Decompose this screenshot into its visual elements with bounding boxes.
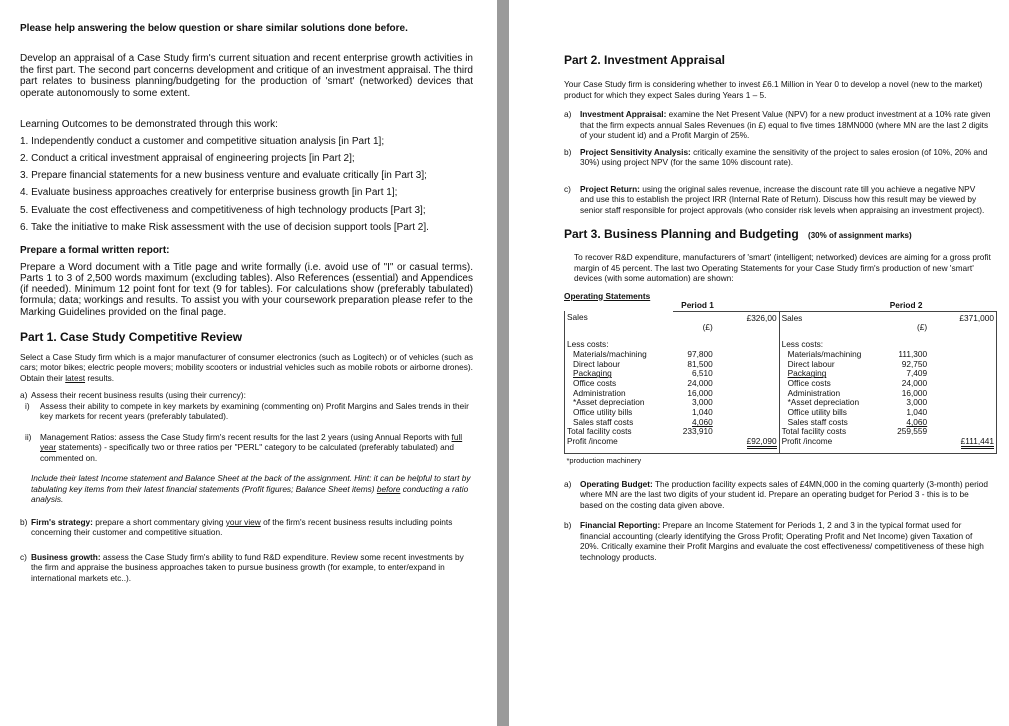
- profit-label: Profit /income: [781, 436, 833, 447]
- learning-outcome: 6. Take the initiative to make Risk assessment with the use of decision support tools [Part 2].: [20, 221, 429, 233]
- table-cell: [929, 360, 996, 370]
- cost-label: Office costs: [787, 377, 831, 388]
- item-label: a): [564, 109, 572, 119]
- cost-p2: 7,409: [906, 368, 928, 379]
- table-cell: [673, 437, 715, 453]
- part3-marks-note: (30% of assignment marks): [808, 231, 912, 240]
- cost-p2: 111,300: [898, 348, 928, 359]
- cost-label: Administration: [787, 387, 841, 398]
- cost-p2: 3,000: [906, 397, 928, 408]
- period2-header: Period 2: [888, 301, 997, 311]
- part1-item-a-ii: [20, 432, 473, 464]
- item-title: Project Sensitivity Analysis:: [580, 146, 691, 157]
- latest-link-text: latest: [65, 372, 86, 383]
- part3-title-text: Part 3. Business Planning and Budgeting: [564, 227, 799, 241]
- period1-header: Period 1: [673, 301, 779, 311]
- total-costs-label: Total facility costs: [781, 426, 847, 437]
- your-view-text: your view: [225, 516, 261, 527]
- item-text: Assess their recent business results (using their currency):: [31, 390, 246, 401]
- item-text: assess the Case Study firm's ability to fund R&D expenditure. Review some recent investments by the firm and appraise the business approaches taken to pursue business growth (for example, to enter/expand in international markets etc..).: [31, 551, 464, 583]
- part1-item-a: [20, 390, 473, 505]
- right-page: [509, 0, 1009, 726]
- item-title: Investment Appraisal:: [580, 109, 667, 119]
- total-costs-label: Total facility costs: [565, 427, 674, 437]
- table-cell: [929, 418, 996, 428]
- operating-statements-title: Operating Statements: [564, 290, 651, 301]
- profit-p1: [715, 437, 779, 453]
- part2-item-b: [564, 147, 991, 168]
- table-cell: [888, 437, 929, 453]
- table-cell: [715, 323, 779, 333]
- left-page: [0, 0, 497, 726]
- cost-label: Packaging: [565, 369, 674, 379]
- hint-text-end: conducting a ratio analysis.: [31, 483, 469, 505]
- currency-p1: (£): [702, 322, 713, 333]
- cost-p1: 3,000: [691, 397, 713, 408]
- learning-outcome: 5. Evaluate the cost effectiveness and competitiveness of high technology products [Part 3];: [20, 204, 426, 216]
- part3-title: [564, 227, 991, 241]
- less-costs-label: Less costs:: [781, 339, 824, 350]
- cost-label: Direct labour: [565, 360, 674, 370]
- cost-p1: 97,800: [687, 348, 713, 359]
- item-text: prepare a short commentary giving: [92, 516, 226, 527]
- table-cell: [929, 369, 996, 379]
- part1-intro-text: Select a Case Study firm which is a major manufacturer of consumer electronics (such as Logitech) or of vehicles (such as cars; motor bikes; electric people movers; mobility scooters or industrial vehicles such as mobile robots or airborne drones). Obtain their: [20, 351, 473, 383]
- table-row: [565, 369, 997, 379]
- cost-p1: 1,040: [691, 407, 713, 418]
- part2-item-a: [564, 109, 991, 141]
- part1-item-c: [20, 552, 473, 584]
- operating-statements-table: [564, 301, 997, 466]
- total-costs-p1: 233,910: [682, 426, 713, 437]
- item-label: a): [20, 390, 28, 401]
- item-title: Firm's strategy:: [31, 516, 93, 527]
- learning-outcome: 4. Evaluate business approaches creatively for enterprise business growth [in Part 1];: [20, 187, 398, 199]
- learning-outcomes-list: [20, 136, 473, 234]
- item-text: The production facility expects sales of £4MN,000 in the coming quarterly (3-month) period where MN are the last two digits of your student id. Prepare an operating budget for Period 3 - this is to be based on the costing data given above.: [580, 478, 988, 510]
- total-costs-p2: 259,559: [897, 426, 928, 437]
- table-cell: [779, 323, 888, 333]
- part1-intro: [20, 352, 473, 384]
- table-cell: [715, 360, 779, 370]
- sales-p1: £326,00: [715, 311, 779, 323]
- item-text: examine the Net Present Value (NPV) for a new product investment at a 10% rate given that the firm expects annual Sales Revenues (in £) equal to five times 18MN000 (where MN are the last 2 digits of your student id) and a Profit Margin of 25%.: [580, 109, 991, 140]
- sales-p2: £371,000: [929, 311, 996, 323]
- cost-label: Direct labour: [787, 358, 835, 369]
- cost-label: Sales staff costs: [565, 418, 674, 428]
- cost-label: Materials/machining: [565, 350, 674, 360]
- cost-label: Sales staff costs: [787, 416, 848, 427]
- item-title: Financial Reporting:: [580, 520, 661, 531]
- item-label: i): [25, 400, 30, 411]
- item-text-end: of the firm's recent business results including points concerning their customer and competitive situation.: [31, 516, 453, 538]
- cost-label: Office utility bills: [787, 407, 847, 418]
- table-cell: [929, 350, 996, 360]
- profit-label: Profit /income: [565, 437, 674, 453]
- assignment-purpose: Develop an appraisal of a Case Study firm's current situation and recent enterprise growth activities in the first part. The second part concerns development and critique of an investment appraisal. The third part relates to business planning/budgeting for the production of 'smart' (networked) devices that operate autonomously to some extent.: [20, 53, 473, 99]
- cost-label: Packaging: [787, 368, 827, 379]
- cost-p1: 24,000: [687, 377, 713, 388]
- profit-p2: [929, 437, 996, 453]
- cost-p2: 1,040: [906, 407, 928, 418]
- part1-item-b: [20, 517, 473, 538]
- cost-p2: 16,000: [901, 387, 928, 398]
- table-cell: [929, 389, 996, 399]
- cost-p1: 81,500: [687, 358, 713, 369]
- table-cell: [715, 398, 779, 408]
- item-text: using the original sales revenue, increase the discount rate till you achieve a negative NPV and use this to establish the project IRR (Internal Rate of Return). Discuss how this result may be viewed by senior staff responsible for project approvals (who consider risk levels when appraising an investment project).: [580, 183, 985, 215]
- cost-p2: 4,060: [906, 416, 928, 427]
- item-text-end: statements) - specifically two or three ratios per "PERL" category to be calculated (preferably tabulated) and commented on.: [40, 442, 455, 463]
- cost-label: Materials/machining: [787, 348, 862, 359]
- cost-p2: 92,750: [901, 358, 928, 369]
- request-intro: Please help answering the below question or share similar solutions done before.: [20, 23, 408, 34]
- cost-p1: 6,510: [691, 368, 713, 379]
- table-cell: [715, 379, 779, 389]
- learning-outcome: 3. Prepare financial statements for a new business venture and evaluate critically [in Part 3];: [20, 170, 427, 182]
- table-cell: [929, 398, 996, 408]
- part3-item-a: [564, 479, 991, 511]
- item-text: Assess their ability to compete in key markets by examining (commenting on) Profit Margins and Sales trends in their key markets for recent years (preferably tabulated).: [40, 400, 469, 422]
- cost-label: *Asset depreciation: [565, 398, 674, 408]
- report-title: Prepare a formal written report:: [20, 245, 170, 257]
- report-instructions: Prepare a Word document with a Title page and write formally (i.e. avoid use of "I" or casual terms). Parts 1 to 3 of 2,500 words maximum (excluding tables). Also References (essential) and Appendices (if needed). Minimum 12 point font for text (9 for tables). For calculations show (preferably tabulated) formula; data; workings and results. To assist you with your coursework preparation please refer to the Marking Guidelines provided on the final page.: [20, 261, 473, 318]
- item-text: critically examine the sensitivity of the project to sales erosion (of 10%, 20% and 30%) using project NPV (for the same 10% discount rate).: [580, 146, 988, 167]
- currency-p2: (£): [917, 322, 928, 333]
- ratio-analysis-hint: [31, 473, 473, 505]
- table-cell: [715, 333, 779, 350]
- table-cell: [715, 369, 779, 379]
- table-cell: [779, 301, 888, 311]
- item-label: b): [564, 520, 572, 531]
- part1-intro-end: results.: [85, 372, 115, 383]
- less-costs-label: Less costs:: [565, 333, 674, 350]
- part3-intro: To recover R&D expenditure, manufacturers of 'smart' (intelligent; networked) devices are aiming for a gross profit margin of 45 percent. The last two Operating Statements for your Case Study firm's production of new 'smart' devices (with some automation) are shown:: [574, 252, 991, 283]
- item-title: Operating Budget:: [580, 478, 653, 489]
- learning-outcome: 2. Conduct a critical investment appraisal of engineering projects [in Part 2];: [20, 152, 355, 164]
- item-label: ii): [25, 431, 32, 442]
- table-row: [565, 360, 997, 370]
- item-label: b): [564, 146, 572, 157]
- table-cell: [565, 323, 674, 333]
- table-cell: [715, 389, 779, 399]
- profit-p1-value: £92,090: [747, 436, 777, 449]
- full-year-text: full year: [40, 431, 463, 453]
- cost-p1: 16,000: [687, 387, 713, 398]
- item-text: Management Ratios: assess the Case Study firm's recent results for the last 2 years (using Annual Reports with: [40, 431, 452, 442]
- table-cell: [929, 379, 996, 389]
- cost-label: Administration: [565, 389, 674, 399]
- profit-p2-value: £111,441: [961, 436, 994, 449]
- table-row: [565, 379, 997, 389]
- part2-intro: Your Case Study firm is considering whether to invest £6.1 Million in Year 0 to develop a novel (new to the market) product for which they expect Sales during Years 1 – 5.: [564, 79, 983, 100]
- part2-title: Part 2. Investment Appraisal: [564, 53, 725, 67]
- table-cell: [929, 408, 996, 418]
- table-cell: [929, 323, 996, 333]
- table-cell: [565, 301, 674, 311]
- table-cell: [888, 333, 929, 350]
- cost-p2: 24,000: [901, 377, 928, 388]
- table-row: [565, 350, 997, 360]
- sales-label: Sales: [781, 312, 803, 323]
- item-label: b): [20, 516, 28, 527]
- sales-label: Sales: [565, 311, 674, 323]
- table-cell: [673, 333, 715, 350]
- cost-label: Office costs: [565, 379, 674, 389]
- table-cell: [929, 333, 996, 350]
- item-label: c): [20, 551, 27, 562]
- table-cell: [715, 418, 779, 428]
- part1-title: Part 1. Case Study Competitive Review: [20, 329, 243, 344]
- cost-p1: 4,060: [691, 416, 713, 427]
- hint-text: Include their latest Income statement and Balance Sheet at the back of the assignment. Hint: it can be helpful to start by tabulating key items from their latest financial statements (Profit figures; Balance Sheet items): [31, 473, 471, 494]
- part3-item-b: [564, 520, 991, 562]
- table-footnote: *production machinery: [565, 453, 997, 465]
- before-text: before: [376, 483, 401, 494]
- part1-item-a-i: [20, 401, 473, 422]
- item-title: Business growth:: [31, 551, 101, 562]
- learning-outcomes-title: Learning Outcomes to be demonstrated through this work:: [20, 119, 278, 130]
- table-cell: [715, 350, 779, 360]
- part2-item-c: [564, 184, 991, 216]
- learning-outcome: 1. Independently conduct a customer and competitive situation analysis [in Part 1];: [20, 135, 385, 147]
- cost-label: *Asset depreciation: [787, 397, 860, 408]
- item-title: Project Return:: [580, 183, 640, 194]
- item-label: c): [564, 183, 571, 194]
- item-label: a): [564, 478, 572, 489]
- cost-label: Office utility bills: [565, 408, 674, 418]
- table-cell: [715, 408, 779, 418]
- item-text: Prepare an Income Statement for Periods 1, 2 and 3 in the typical format used for financial accounting (clearly identifying the Gross Profit; Operating Profit and Net Income) given Taxation of 20%. Critically examine their Profit Margins and evaluate the cost effectiveness/ competitiveness of these high technology products.: [580, 520, 984, 562]
